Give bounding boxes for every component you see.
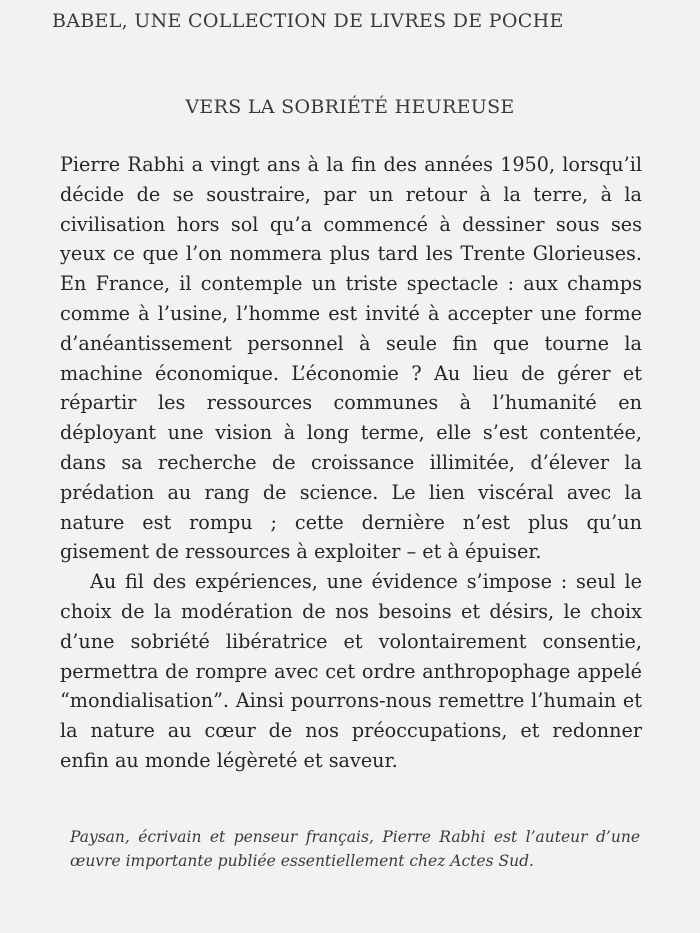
book-title: VERS LA SOBRIÉTÉ HEUREUSE (185, 96, 515, 118)
series-header: BABEL, UNE COLLECTION DE LIVRES DE POCHE (52, 10, 564, 32)
author-note: Paysan, écrivain et penseur français, Pierre Rabhi est l’auteur d’une œuvre importante publiée essentiellement chez Actes Sud. (70, 828, 640, 870)
summary-paragraph-1: Pierre Rabhi a vingt ans à la fin des années 1950, lorsqu’il décide de se soustraire, par un retour à la terre, à la civilisation hors sol qu’a commencé à dessiner sous ses yeux ce que l’on nommera plus tard les Trente Glorieuses. En France, il contemple un triste spectacle : aux champs comme à l’usine, l’homme est invité à accepter une forme d’anéantissement personnel à seule fin que tourne la machine économique. L’économie ? Au lieu de gérer et répartir les ressources communes à l’humanité en déployant une vision à long terme, elle s’est contentée, dans sa recherche de croissance illimitée, d’élever la prédation au rang de science. Le lien viscéral avec la nature est rompu ; cette dernière n’est plus qu’un gisement de ressources à exploiter – et à épuiser. (60, 153, 642, 564)
summary-text (60, 150, 642, 776)
summary-paragraph-2: Au fil des expériences, une évidence s’impose : seul le choix de la modération de nos besoins et désirs, le choix d’une sobriété libératrice et volontairement consentie, permettra de rompre avec cet ordre anthropophage appelé “mondialisation”. Ainsi pourrons-nous remettre l’humain et la nature au cœur de nos préoccupations, et redonner enfin au monde légèreté et saveur. (60, 570, 642, 772)
